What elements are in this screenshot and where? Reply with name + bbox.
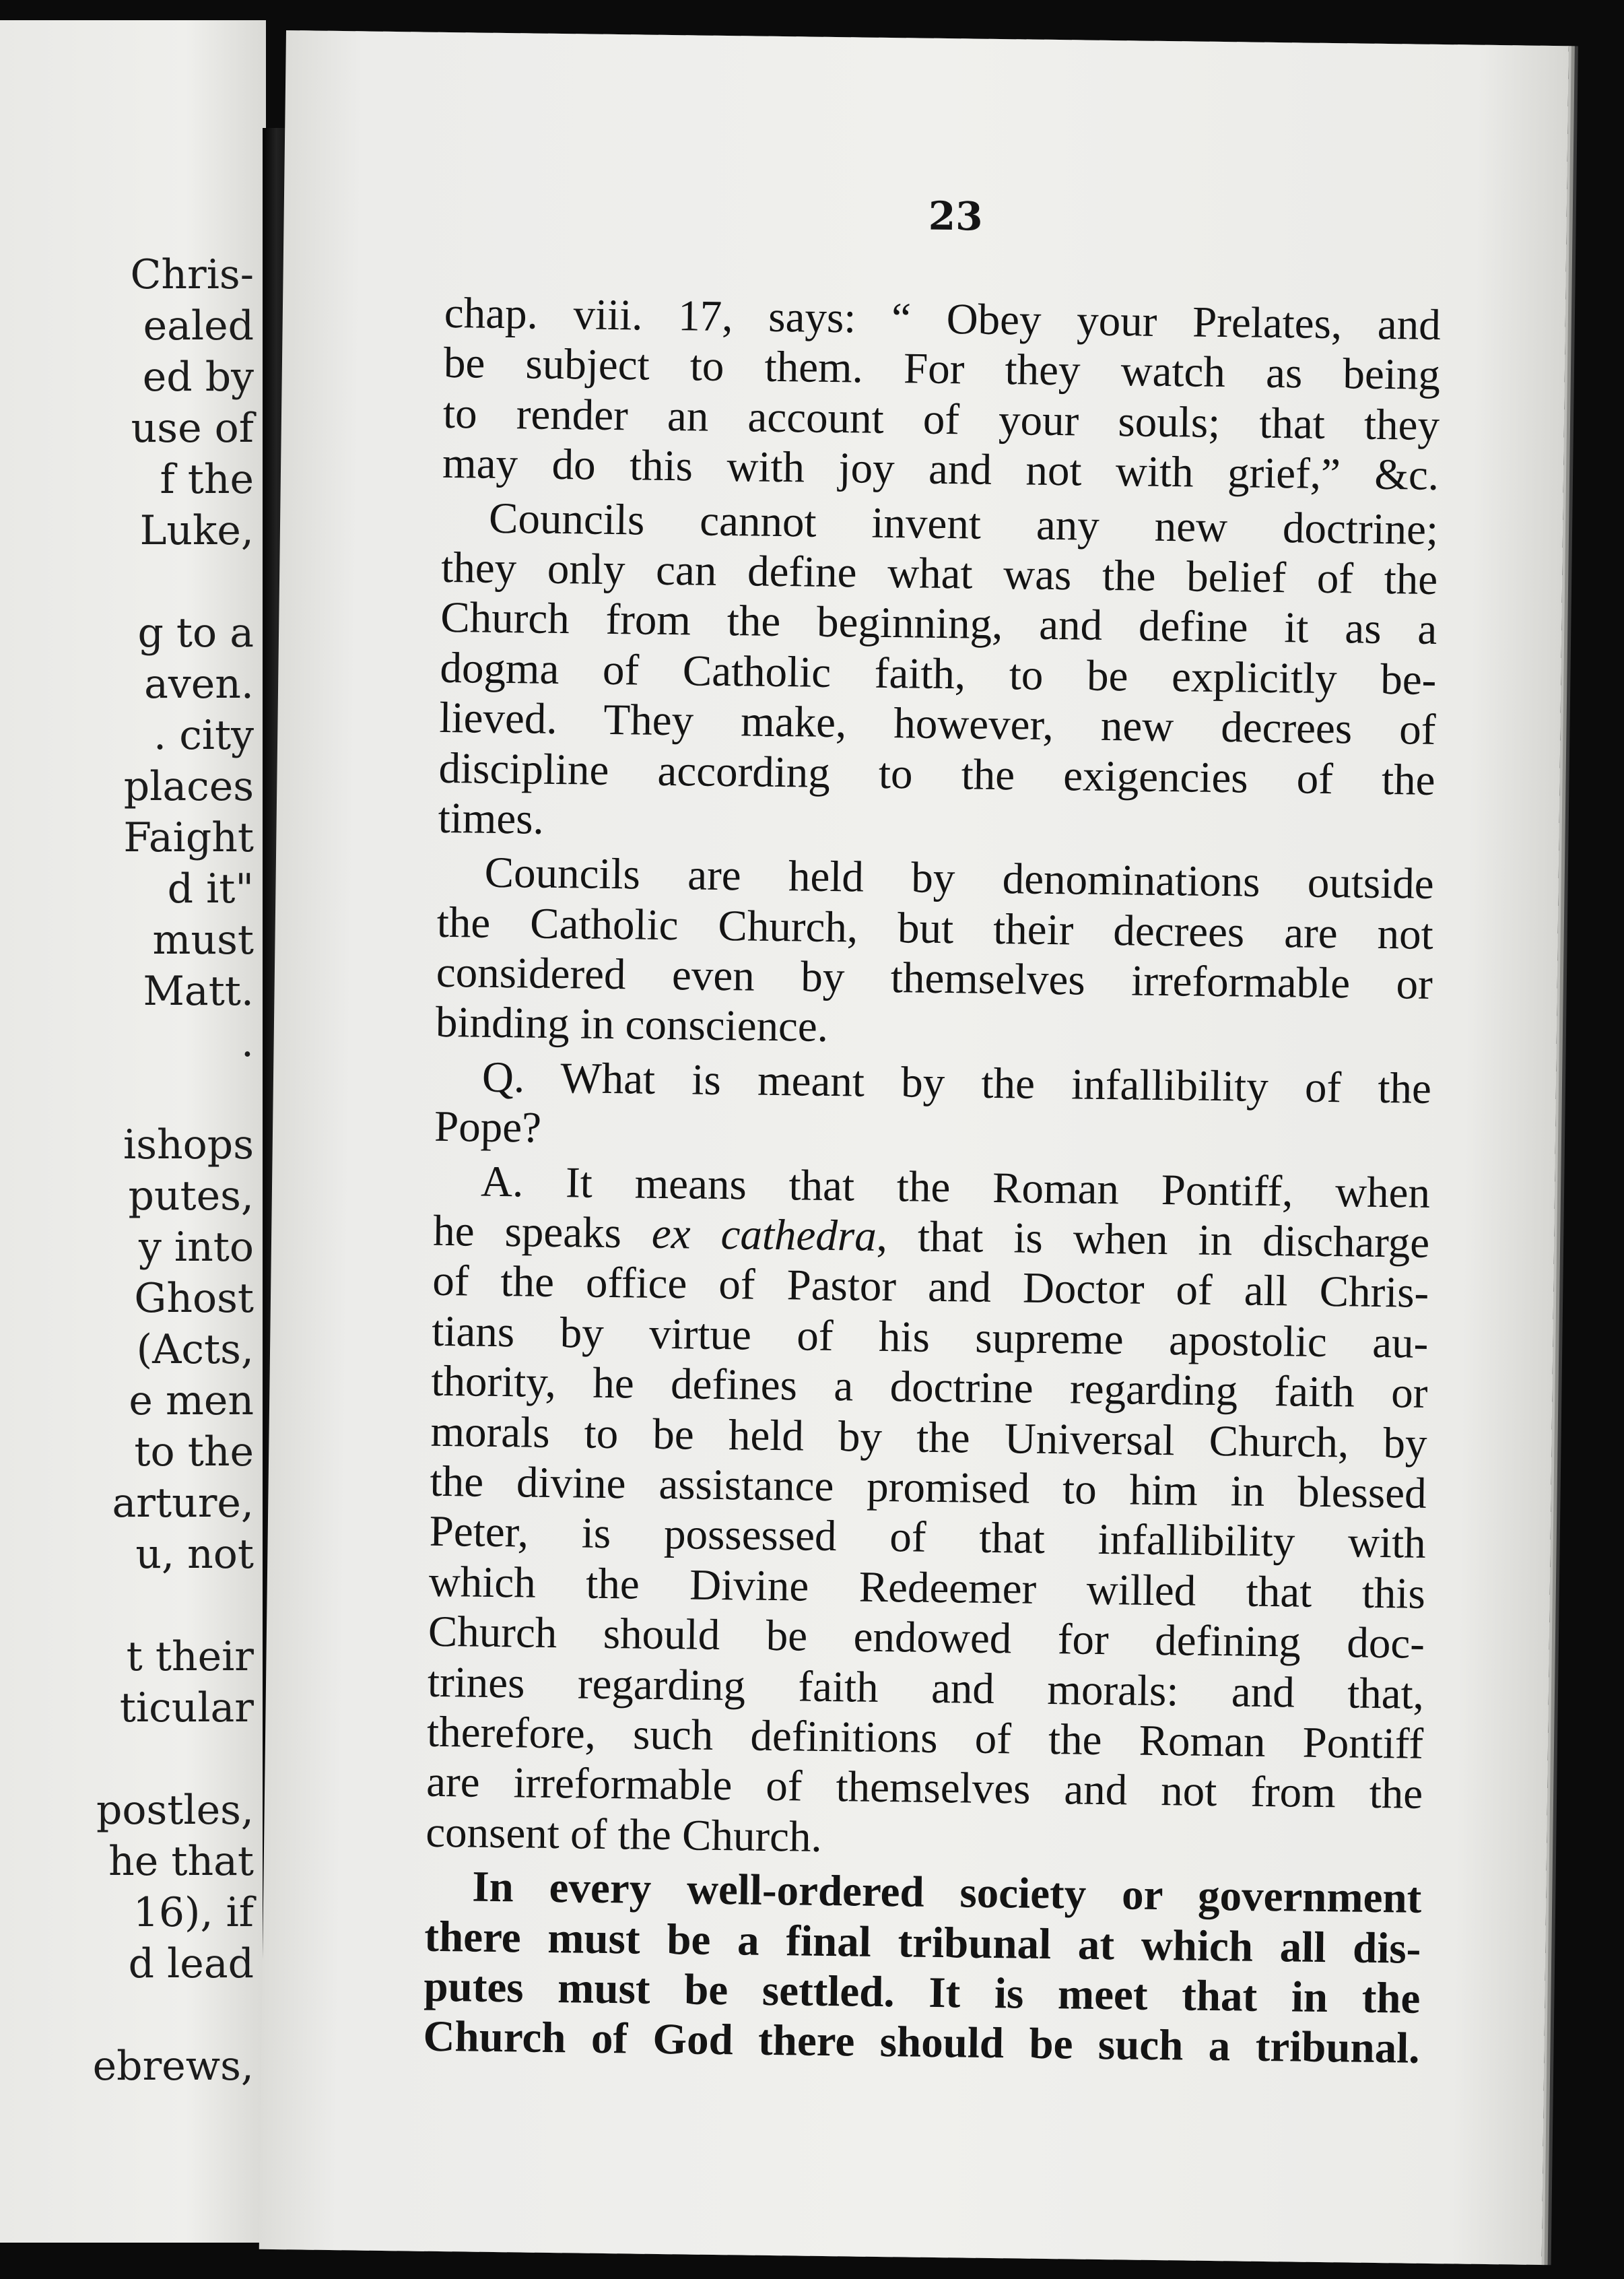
left-line: . city (154, 712, 254, 759)
text-line: Pope? (434, 1102, 542, 1152)
text-line: morals to be held by the Universal Church, by (430, 1407, 1427, 1468)
left-line: ticular (119, 1684, 254, 1731)
left-line: Luke, (139, 507, 254, 554)
left-line: use of (131, 405, 254, 452)
left-line: to the (134, 1428, 254, 1476)
paragraph-councils-denominations (436, 847, 1435, 1060)
text-line: Councils are held by denominations outside (484, 848, 1435, 909)
left-line: g to a (137, 609, 254, 657)
left-line: 16), if (133, 1889, 254, 1936)
left-line: (Acts, (136, 1326, 254, 1373)
text-line: A. It means that the Roman Pontiff, when (480, 1157, 1431, 1218)
answer-infallibility (426, 1156, 1431, 1869)
left-line: must (152, 917, 254, 964)
text-line: considered even by themselves irreformable or (436, 948, 1433, 1009)
text-line: Church should be endowed for defining doc- (428, 1607, 1425, 1668)
text-fragment: he speaks (432, 1206, 652, 1258)
left-line (0, 556, 254, 607)
text-fragment: , that is when in discharge (876, 1212, 1430, 1267)
left-line (0, 1989, 254, 2041)
text-line: there must be a final tribunal at which all dis- (424, 1912, 1421, 1973)
left-line: arture, (112, 1480, 254, 1527)
text-line: discipline according to the exigencies of the (438, 744, 1435, 805)
left-line: ebrews, (92, 2043, 254, 2090)
text-line: which the Divine Redeemer willed that this (428, 1557, 1426, 1618)
page-body (423, 288, 1441, 2074)
text-line: consent of the Church. (425, 1808, 823, 1861)
left-line: ishops (123, 1121, 254, 1168)
text-line: to render an account of your souls; that they (442, 389, 1440, 450)
paragraph-councils-doctrine (438, 492, 1438, 855)
paragraph-obey-prelates (442, 288, 1442, 501)
left-line: d it" (167, 865, 254, 913)
question-infallibility (434, 1052, 1432, 1164)
left-page-text (0, 249, 254, 2092)
left-line: ealed (143, 302, 254, 350)
left-line: . (240, 1019, 254, 1066)
text-line: tians by virtue of his supreme apostolic au- (431, 1307, 1429, 1368)
left-line (0, 1733, 254, 1785)
left-line: Chris- (130, 251, 254, 298)
text-line: putes must be settled. It is meet that in the (424, 1962, 1421, 2023)
left-line: Faight (123, 814, 254, 861)
left-line: f the (160, 456, 254, 503)
latin-phrase: ex cathedra (651, 1209, 877, 1261)
left-line: d lead (128, 1940, 254, 1987)
text-line: they only can define what was the belief of the (440, 543, 1438, 604)
text-line: Q. What is meant by the infallibility of the (481, 1053, 1432, 1113)
left-line: y into (138, 1224, 254, 1271)
left-line: e men (129, 1377, 254, 1424)
page-number: 23 (928, 193, 983, 240)
left-line (0, 1580, 254, 1631)
left-line: aven. (144, 661, 254, 708)
left-line: ed by (142, 354, 254, 401)
left-line: u, not (135, 1531, 254, 1578)
left-line: postles, (96, 1787, 254, 1834)
left-line: Matt. (143, 968, 254, 1015)
text-line: trines regarding faith and morals: and that, (427, 1657, 1425, 1719)
text-line: of the office of Pastor and Doctor of all Chris- (432, 1257, 1429, 1318)
text-line: may do this with joy and not with grief,” &c. (442, 439, 1440, 500)
text-line: chap. viii. 17, says: “ Obey your Prelates, and (444, 288, 1442, 350)
text-line: Peter, is possessed of that infallibility with (429, 1507, 1427, 1568)
text-line: thority, he defines a doctrine regarding faith or (431, 1356, 1428, 1418)
left-line: he that (108, 1838, 254, 1885)
text-line: the Catholic Church, but their decrees are not (436, 898, 1434, 959)
text-line: are irreformable of themselves and not from the (426, 1758, 1423, 1819)
left-line (0, 1068, 254, 1119)
text-line: therefore, such definitions of the Roman Pontiff (426, 1707, 1424, 1769)
left-line: places (123, 763, 254, 810)
text-line: binding in conscience. (435, 998, 829, 1052)
paragraph-final-tribunal (423, 1861, 1422, 2074)
text-line: Church of God there should be such a tribunal. (423, 2012, 1420, 2074)
text-line: lieved. They make, however, new decrees of (439, 693, 1436, 755)
left-line: Ghost (134, 1275, 254, 1322)
text-line: times. (438, 793, 545, 844)
text-line: Councils cannot invent any new doctrine; (488, 494, 1439, 554)
left-line: t their (126, 1633, 254, 1680)
text-line: be subject to them. For they watch as being (443, 339, 1441, 400)
right-page (259, 30, 1569, 2265)
left-line: putes, (128, 1172, 254, 1220)
text-line: In every well-ordered society or government (471, 1862, 1422, 1923)
text-line: the divine assistance promised to him in blessed (430, 1457, 1427, 1518)
left-page (0, 20, 266, 2243)
text-line: Church from the beginning, and define it as a (440, 593, 1437, 655)
text-line: dogma of Catholic faith, to be explicitly be- (440, 643, 1437, 704)
